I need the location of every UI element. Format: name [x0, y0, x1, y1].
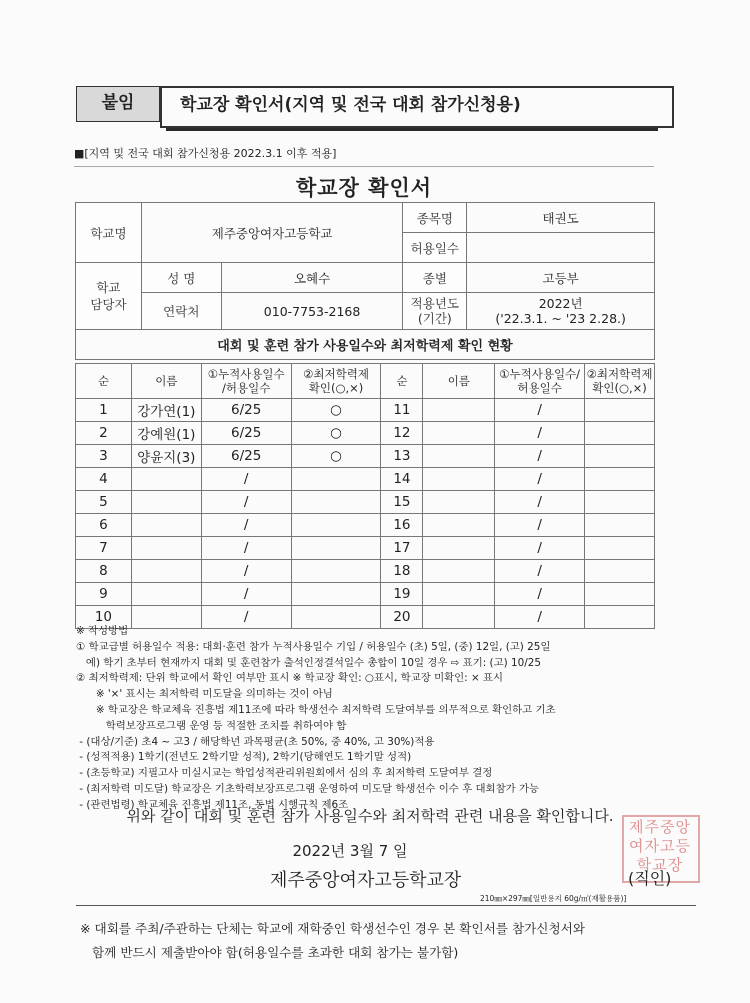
cell-name2: [423, 468, 495, 491]
table-row: [76, 399, 655, 422]
cell-grade2: [585, 445, 655, 468]
cell-grade2: [585, 422, 655, 445]
cell-no: 4: [76, 468, 132, 491]
cell-days: /: [201, 468, 291, 491]
cell-name: [131, 560, 201, 583]
info-table: [75, 202, 655, 360]
col-name: 이름: [131, 364, 201, 399]
days-value: [467, 233, 655, 263]
cell-name: [131, 468, 201, 491]
cell-grade2: [585, 491, 655, 514]
cell-no2: 12: [381, 422, 423, 445]
cell-name: [131, 537, 201, 560]
cell-no2: 16: [381, 514, 423, 537]
cell-days: /: [201, 560, 291, 583]
col-no: 순: [76, 364, 132, 399]
table-row: [76, 583, 655, 606]
apply-note: ■[지역 및 전국 대회 참가신청용 2022.3.1 이후 적용]: [74, 147, 337, 160]
days-label: 허용일수: [403, 233, 467, 263]
cell-no: 2: [76, 422, 132, 445]
cell-name: [131, 583, 201, 606]
year-label: 적용년도 (기간): [403, 293, 467, 330]
cell-name2: [423, 422, 495, 445]
footer-line: 함께 반드시 제출받아야 함(허용일수를 초과한 대회 참가는 불가함): [80, 945, 459, 960]
cell-days: /: [201, 537, 291, 560]
col-days-right: ①누적사용일수/ 허용일수: [495, 364, 585, 399]
cell-name2: [423, 399, 495, 422]
table-row: [76, 468, 655, 491]
category-value: 고등부: [467, 263, 655, 293]
cell-grade2: [585, 537, 655, 560]
cell-days: 6/25: [201, 399, 291, 422]
cell-days2: /: [495, 399, 585, 422]
cell-name: [131, 514, 201, 537]
cell-no2: 15: [381, 491, 423, 514]
footer-line: ※ 대회를 주최/주관하는 단체는 학교에 재학중인 학생선수인 경우 본 확인서를 참가신청서와: [80, 921, 585, 936]
cell-days2: /: [495, 606, 585, 629]
note-line: - (관련법령) 학교체육 진흥법 제11조, 동법 시행규칙 제6조: [76, 798, 349, 811]
cell-no2: 19: [381, 583, 423, 606]
year-cell: [467, 293, 655, 330]
cell-no: 5: [76, 491, 132, 514]
cell-no: 7: [76, 537, 132, 560]
cell-days: /: [201, 583, 291, 606]
status-heading: 대회 및 훈련 참가 사용일수와 최저학력제 확인 현황: [76, 330, 655, 360]
cell-grade: ○: [291, 399, 381, 422]
cell-grade: ○: [291, 422, 381, 445]
note-line: - (최저학력 미도달) 학교장은 기초학력보장프로그램 운영하여 미도달 학생선수 이수 후 대회참가 가능: [76, 782, 540, 795]
note-line: - (성적적용) 1학기(전년도 2학기말 성적), 2학기(당해연도 1학기말 성적): [76, 751, 412, 764]
confirmation-text: 위와 같이 대회 및 훈련 참가 사용일수와 최저학력 관련 내용을 확인합니다.: [126, 807, 614, 825]
cell-grade: [291, 583, 381, 606]
cell-name: 강가연(1): [131, 399, 201, 422]
cell-no2: 13: [381, 445, 423, 468]
cell-name2: [423, 560, 495, 583]
cell-grade: ○: [291, 445, 381, 468]
cell-no2: 20: [381, 606, 423, 629]
cell-no: 1: [76, 399, 132, 422]
cell-no2: 18: [381, 560, 423, 583]
cell-no: 9: [76, 583, 132, 606]
note-line: ※ 작성방법: [76, 625, 129, 637]
cell-name2: [423, 491, 495, 514]
note-line: 예) 학기 초부터 현재까지 대회 및 훈련참가 출석인정결석일수 총합이 10일 경우 ⇨ 표기: (고) 10/25: [76, 656, 541, 669]
document-title: 학교장 확인서: [295, 176, 433, 200]
cell-grade: [291, 560, 381, 583]
issue-date: 2022년 3월 7 일: [292, 842, 408, 860]
cell-grade: [291, 514, 381, 537]
table-row: [76, 445, 655, 468]
table-row: [76, 422, 655, 445]
school-label: 학교명: [76, 203, 142, 263]
note-line: 학력보장프로그램 운영 등 적절한 조치를 취하여야 함: [76, 719, 347, 732]
school-name: 제주중앙여자고등학교: [141, 203, 403, 263]
contact-value: 010-7753-2168: [221, 293, 403, 330]
cell-days2: /: [495, 422, 585, 445]
cell-no2: 14: [381, 468, 423, 491]
col-grade-right: ②최저학력제 확인(○,×): [585, 364, 655, 399]
cell-no: 6: [76, 514, 132, 537]
cell-days2: /: [495, 445, 585, 468]
col-no-right: 순: [381, 364, 423, 399]
table-row: [76, 560, 655, 583]
contact-label: 연락처: [141, 293, 221, 330]
participants-table: [75, 363, 655, 629]
note-line: ① 학교급별 허용일수 적용: 대회·훈련 참가 누적사용일수 기입 / 허용일수 (초) 5일, (중) 12일, (고) 25일: [76, 640, 551, 653]
cell-grade2: [585, 583, 655, 606]
note-line: - (대상/기준) 초4 ~ 고3 / 해당학년 과목평균(초 50%, 중 40%, 고 30%)적용: [76, 735, 435, 748]
writing-notes: [76, 624, 666, 814]
attachment-badge: 붙임: [76, 86, 160, 122]
cell-days2: /: [495, 560, 585, 583]
seal-label: (직인): [628, 869, 672, 888]
cell-grade: [291, 491, 381, 514]
cell-no: 3: [76, 445, 132, 468]
cell-days2: /: [495, 583, 585, 606]
divider: [76, 905, 696, 906]
cell-name2: [423, 445, 495, 468]
table-row: [76, 514, 655, 537]
cell-grade2: [585, 399, 655, 422]
cell-days: /: [201, 491, 291, 514]
note-line: ※ '×' 표시는 최저학력 미도달을 의미하는 것이 아님: [76, 688, 333, 701]
cell-name2: [423, 537, 495, 560]
footer-note: [80, 917, 680, 965]
participant-rows: [76, 399, 655, 629]
event-value: 태권도: [467, 203, 655, 233]
cell-grade2: [585, 560, 655, 583]
seal-stamp-text: 제주중앙 여자고등 학교장: [629, 818, 691, 874]
cell-days2: /: [495, 468, 585, 491]
manager-label: 학교 담당자: [76, 263, 142, 330]
category-label: 종별: [403, 263, 467, 293]
year-value: 2022년: [538, 296, 583, 311]
period-value: ('22.3.1. ~ '23 2.28.): [495, 311, 626, 326]
cell-days2: /: [495, 537, 585, 560]
cell-no: 8: [76, 560, 132, 583]
cell-name2: [423, 514, 495, 537]
principal-name: 제주중앙여자고등학교장: [270, 870, 462, 891]
cell-days: /: [201, 514, 291, 537]
note-line: - (초등학교) 지필고사 미실시교는 학업성적관리위원회에서 심의 후 최저학력 도달여부 결정: [76, 767, 493, 780]
cell-no: 10: [76, 606, 132, 629]
cell-name: [131, 491, 201, 514]
header-title: 학교장 확인서(지역 및 전국 대회 참가신청용): [160, 86, 674, 128]
name-label: 성 명: [141, 263, 221, 293]
cell-days: 6/25: [201, 422, 291, 445]
cell-no2: 11: [381, 399, 423, 422]
cell-grade2: [585, 514, 655, 537]
manager-name: 오혜수: [221, 263, 403, 293]
divider: [74, 166, 654, 167]
cell-days2: /: [495, 491, 585, 514]
cell-grade2: [585, 468, 655, 491]
cell-days: /: [201, 606, 291, 629]
cell-days2: /: [495, 514, 585, 537]
cell-grade: [291, 468, 381, 491]
cell-grade: [291, 537, 381, 560]
col-name-right: 이름: [423, 364, 495, 399]
cell-name: 강예원(1): [131, 422, 201, 445]
col-days: ①누적사용일수 /허용일수: [201, 364, 291, 399]
cell-days: 6/25: [201, 445, 291, 468]
cell-name: 양윤지(3): [131, 445, 201, 468]
paper-note: 210㎜×297㎜[일반용지 60g/㎡(재활용품)]: [480, 894, 627, 903]
event-label: 종목명: [403, 203, 467, 233]
col-grade: ②최저학력제 확인(○,×): [291, 364, 381, 399]
cell-no2: 17: [381, 537, 423, 560]
table-row: [76, 537, 655, 560]
cell-name2: [423, 583, 495, 606]
note-line: ※ 학교장은 학교체육 진흥법 제11조에 따라 학생선수 최저학력 도달여부를 의무적으로 확인하고 기초: [76, 703, 556, 716]
table-row: [76, 491, 655, 514]
note-line: ② 최저학력제: 단위 학교에서 확인 여부만 표시 ※ 학교장 확인: ○표시, 학교장 미확인: × 표시: [76, 672, 504, 685]
